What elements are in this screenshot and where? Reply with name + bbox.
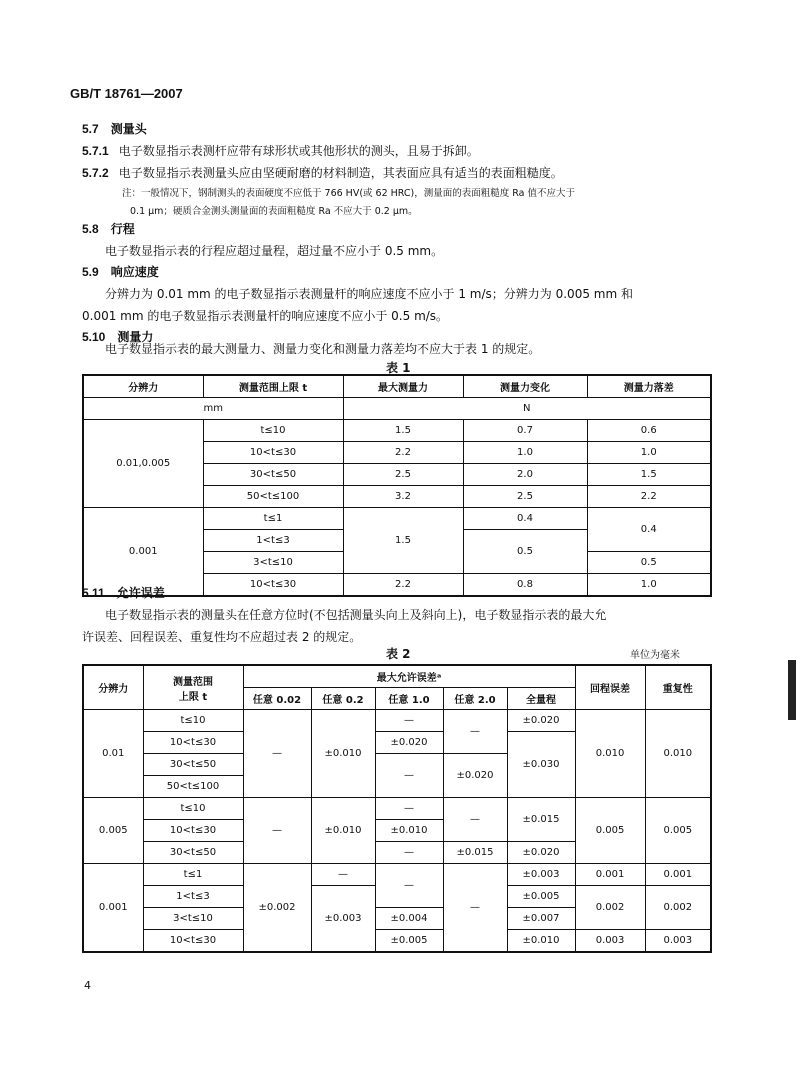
section-5-9-heading: 5.9 响应速度 [82,265,159,279]
table-cell: 3.2 [343,486,463,508]
table-cell: 1<t≤3 [143,886,243,908]
page-number: 4 [84,979,91,992]
table-header: 重复性 [645,665,711,710]
section-5-8-text: 电子数显指示表的行程应超过量程，超过量不应小于 0.5 mm。 [105,244,444,258]
table-header: 最大允许误差ᵃ [243,665,575,688]
table-cell: 1<t≤3 [203,530,343,552]
table-cell: 0.005 [645,798,711,864]
table-row [83,375,711,398]
table-cell: ±0.030 [507,732,575,798]
section-5-7-1: 5.7.1 电子数显指示表测杆应带有球形状或其他形状的测头，且易于拆卸。 [82,144,479,158]
section-5-8-heading: 5.8 行程 [82,222,135,236]
table-cell: ±0.007 [507,908,575,930]
table-cell: 30<t≤50 [143,842,243,864]
section-5-10-text: 电子数显指示表的最大测量力、测量力变化和测量力落差均不应大于表 1 的规定。 [105,342,541,356]
standard-number: GB/T 18761—2007 [70,86,183,101]
table-cell: 2.2 [343,442,463,464]
table-cell: ±0.020 [507,842,575,864]
table-cell: 1.5 [587,464,711,486]
table-cell: 10<t≤30 [203,442,343,464]
table-cell: 3<t≤10 [143,908,243,930]
table-cell: ±0.020 [443,754,507,798]
table-cell: ±0.020 [507,710,575,732]
table-cell: 2.5 [463,486,587,508]
section-5-7-heading: 5.7 测量头 [82,122,147,136]
table-row [83,665,711,688]
table-header: 分辨力 [83,665,143,710]
table-row [83,398,711,420]
table-cell: 50<t≤100 [143,776,243,798]
table-cell: 10<t≤30 [143,820,243,842]
table-cell: 30<t≤50 [143,754,243,776]
table-header: 测量力落差 [587,375,711,398]
table-cell: 0.010 [645,710,711,798]
table-row [83,710,711,732]
table-row [83,420,711,442]
scan-edge-mark [788,660,796,720]
table-header: 测量范围 上限 t [143,665,243,710]
table-cell: 0.4 [587,508,711,552]
table-cell: t≤10 [143,710,243,732]
table-cell: ±0.002 [243,864,311,953]
table-row [83,930,711,953]
table-cell: 30<t≤50 [203,464,343,486]
section-5-7-2: 5.7.2 电子数显指示表测量头应由坚硬耐磨的材料制造，其表面应具有适当的表面粗糙度。 [82,166,563,180]
table-cell: 0.003 [575,930,645,953]
table-header: 任意 1.0 [375,688,443,710]
table-cell: — [375,754,443,798]
table-header: 测量范围上限 t [203,375,343,398]
table-header: 最大测量力 [343,375,463,398]
table-cell: t≤10 [203,420,343,442]
table-cell: 1.5 [343,508,463,574]
table-cell: 0.010 [575,710,645,798]
table-row [83,864,711,886]
table-header: 回程误差 [575,665,645,710]
table-cell: ±0.015 [443,842,507,864]
table-cell: t≤1 [203,508,343,530]
table-cell: 2.0 [463,464,587,486]
table-cell: 0.5 [587,552,711,574]
table-cell: 50<t≤100 [203,486,343,508]
table-1-caption: 表 1 [386,361,411,375]
table-cell: ±0.005 [375,930,443,953]
table-cell: 1.5 [343,420,463,442]
table-header: 全量程 [507,688,575,710]
table-cell: 1.0 [587,574,711,597]
table-header: 分辨力 [83,375,203,398]
table-cell: 0.8 [463,574,587,597]
table-header: 任意 2.0 [443,688,507,710]
table-cell: — [375,798,443,820]
table-cell: 2.5 [343,464,463,486]
table-cell: — [243,798,311,864]
table-cell: 0.5 [463,530,587,574]
table-cell: ±0.010 [311,798,375,864]
table-cell: ±0.020 [375,732,443,754]
table-cell: — [443,710,507,754]
table-cell: ±0.010 [375,820,443,842]
section-5-10-heading: 5.10 测量力 [82,330,154,344]
table-cell: 0.01 [83,710,143,798]
table-header: 任意 0.2 [311,688,375,710]
section-5-11-line-2: 许误差、回程误差、重复性均不应超过表 2 的规定。 [82,630,362,644]
table-cell: — [375,710,443,732]
table-cell: t≤10 [143,798,243,820]
table-cell: 0.7 [463,420,587,442]
table-cell: — [243,710,311,798]
table-cell: 0.003 [645,930,711,953]
table-row [83,798,711,820]
table-1 [82,374,712,597]
table-cell: ±0.015 [507,798,575,842]
table-cell: ±0.010 [507,930,575,953]
table-cell: 0.002 [575,886,645,930]
table-cell: — [443,798,507,842]
table-cell: 0.002 [645,886,711,930]
section-5-11-line-1: 电子数显指示表的测量头在任意方位时(不包括测量头向上及斜向上)，电子数显指示表的最大允 [105,608,607,622]
table-cell: t≤1 [143,864,243,886]
table-2 [82,664,712,953]
table-cell: 1.0 [463,442,587,464]
table-cell: 0.01,0.005 [83,420,203,508]
section-5-9-line-2: 0.001 mm 的电子数显指示表测量杆的响应速度不应小于 0.5 m/s。 [82,309,449,323]
table-cell: ±0.003 [311,886,375,953]
table-header: 任意 0.02 [243,688,311,710]
table-cell: ±0.005 [507,886,575,908]
unit-note: 单位为毫米 [630,650,680,661]
table-header: 测量力变化 [463,375,587,398]
table-cell: ±0.010 [311,710,375,798]
unit-cell: mm [83,398,343,420]
table-cell: 0.005 [575,798,645,864]
table-cell: 0.4 [463,508,587,530]
table-cell: 10<t≤30 [143,732,243,754]
table-cell: 1.0 [587,442,711,464]
unit-cell: N [343,398,711,420]
section-5-9-line-1: 分辨力为 0.01 mm 的电子数显指示表测量杆的响应速度不应小于 1 m/s；分辨力为 0.005 mm 和 [105,287,633,301]
table-cell: — [375,864,443,908]
table-cell: 3<t≤10 [203,552,343,574]
section-5-11-heading: 5.11 允许误差 [82,586,165,600]
table-cell: — [311,864,375,886]
table-cell: 0.005 [83,798,143,864]
table-cell: 10<t≤30 [143,930,243,953]
table-cell: 0.6 [587,420,711,442]
table-cell: 0.001 [83,864,143,953]
table-cell: 0.001 [645,864,711,886]
table-cell: ±0.003 [507,864,575,886]
table-cell: 2.2 [587,486,711,508]
table-cell: 10<t≤30 [203,574,343,597]
table-2-caption: 表 2 [386,647,411,661]
table-cell: 2.2 [343,574,463,597]
note-line-2: 0.1 μm；硬质合金测头测量面的表面粗糙度 Ra 不应大于 0.2 μm。 [130,206,418,217]
table-cell: — [443,864,507,953]
table-cell: 0.001 [83,508,203,597]
note-line-1: 注：一般情况下，钢制测头的表面硬度不应低于 766 HV(或 62 HRC)，测量面的表面粗糙度 Ra 值不应大于 [122,188,576,199]
table-row [83,508,711,530]
table-cell: — [375,842,443,864]
table-cell: 0.001 [575,864,645,886]
table-cell: ±0.004 [375,908,443,930]
